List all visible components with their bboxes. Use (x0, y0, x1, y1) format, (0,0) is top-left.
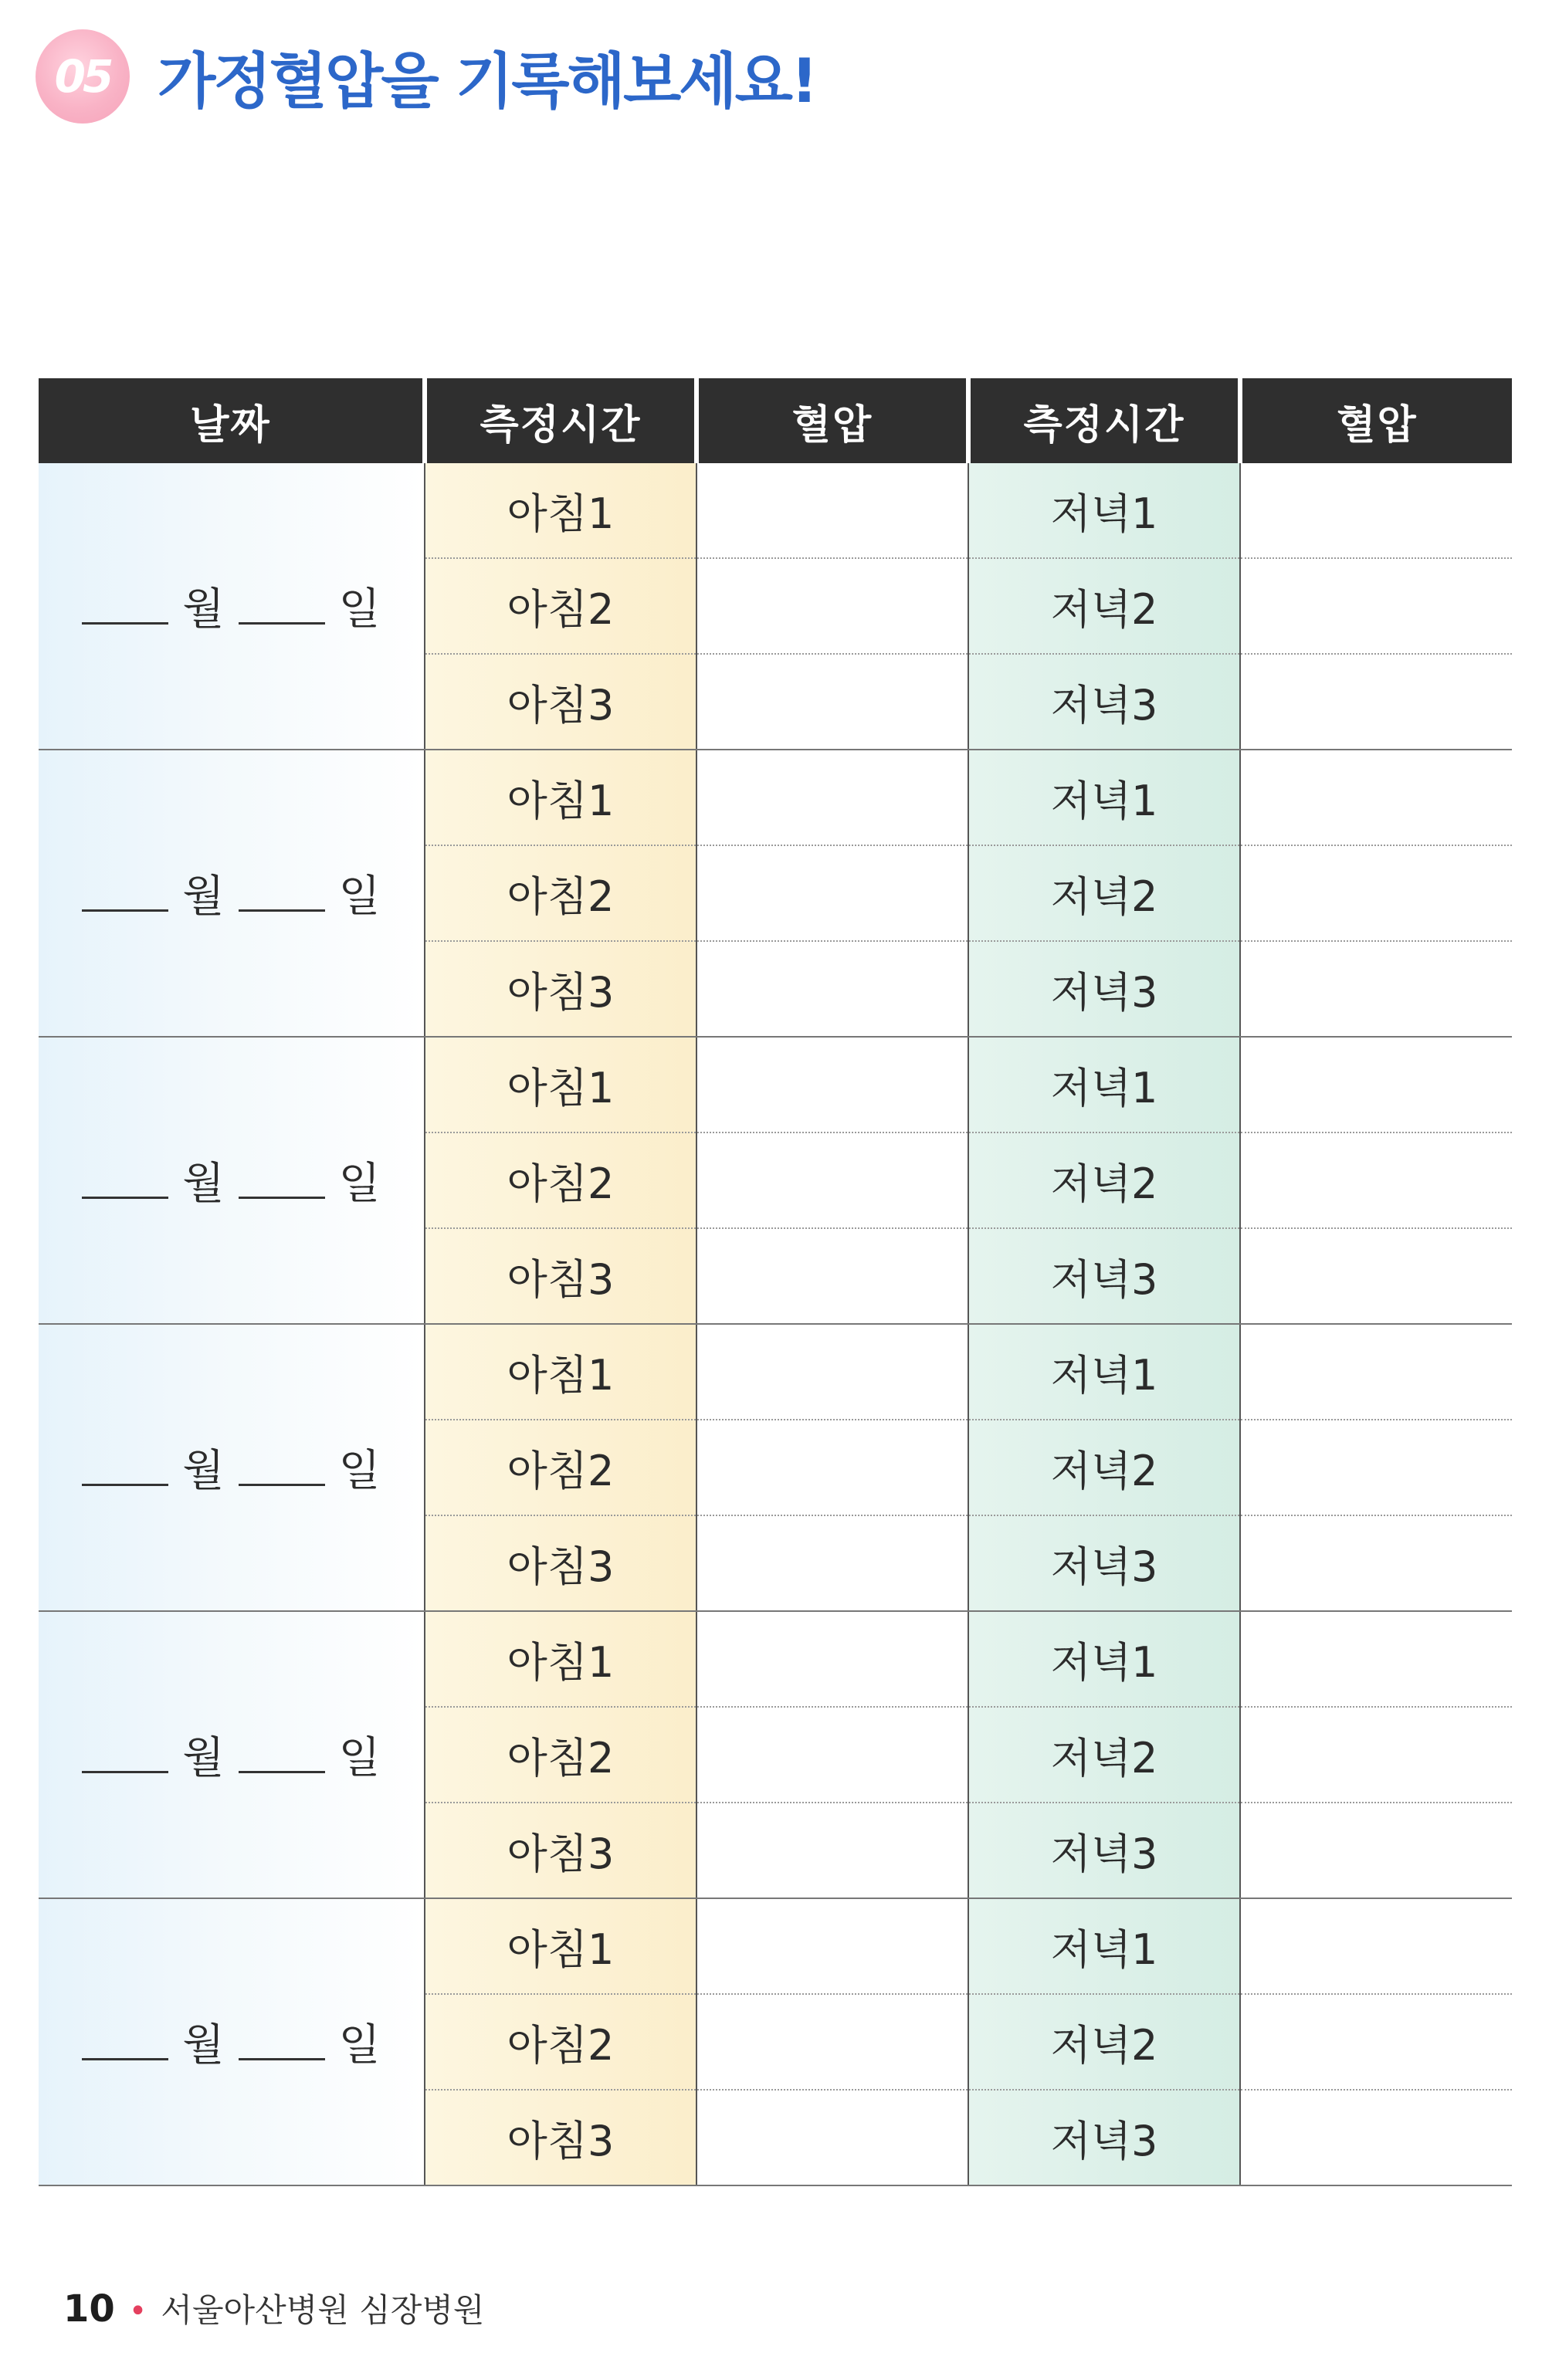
evening-time-cell: 저녁3 (968, 2090, 1240, 2185)
morning-time-cell: 아침3 (425, 1803, 696, 1898)
evening-time-cell: 저녁1 (968, 1611, 1240, 1707)
header-evening-time: 측정시간 (968, 378, 1240, 463)
month-label: 월 (182, 584, 225, 635)
month-blank-field[interactable] (82, 1450, 168, 1486)
morning-time-cell: 아침3 (425, 1515, 696, 1611)
morning-time-cell: 아침1 (425, 463, 696, 558)
morning-bp-cell[interactable] (696, 1515, 968, 1611)
date-entry (39, 575, 424, 637)
evening-bp-cell[interactable] (1240, 1324, 1512, 1420)
day-blank-field[interactable] (239, 2024, 325, 2060)
morning-bp-cell[interactable] (696, 1803, 968, 1898)
date-cell (39, 1611, 425, 1898)
header-date: 날짜 (39, 378, 425, 463)
evening-bp-cell[interactable] (1240, 654, 1512, 750)
evening-bp-cell[interactable] (1240, 941, 1512, 1037)
date-entry (39, 1149, 424, 1211)
evening-time-cell: 저녁3 (968, 1515, 1240, 1611)
morning-bp-cell[interactable] (696, 1994, 968, 2090)
month-blank-field[interactable] (82, 588, 168, 625)
evening-bp-cell[interactable] (1240, 750, 1512, 845)
morning-bp-cell[interactable] (696, 1324, 968, 1420)
evening-time-cell: 저녁3 (968, 654, 1240, 750)
evening-bp-cell[interactable] (1240, 1132, 1512, 1228)
section-number-badge: 05 (36, 29, 130, 124)
page-footer (63, 2285, 484, 2331)
morning-time-cell: 아침1 (425, 1324, 696, 1420)
evening-bp-cell[interactable] (1240, 1803, 1512, 1898)
header-evening-bp: 혈압 (1240, 378, 1512, 463)
evening-bp-cell[interactable] (1240, 2090, 1512, 2185)
morning-time-cell: 아침2 (425, 1994, 696, 2090)
table-row (39, 1898, 1512, 1994)
morning-time-cell: 아침3 (425, 1228, 696, 1324)
evening-bp-cell[interactable] (1240, 558, 1512, 654)
morning-time-cell: 아침1 (425, 1898, 696, 1994)
table-row (39, 1611, 1512, 1707)
day-label: 일 (338, 584, 381, 635)
month-blank-field[interactable] (82, 1737, 168, 1773)
month-blank-field[interactable] (82, 1163, 168, 1199)
morning-time-cell: 아침1 (425, 1037, 696, 1132)
evening-bp-cell[interactable] (1240, 1994, 1512, 2090)
page-title: 가정혈압을 기록해보세요! (158, 47, 816, 117)
morning-bp-cell[interactable] (696, 1037, 968, 1132)
evening-time-cell: 저녁1 (968, 1324, 1240, 1420)
month-label: 월 (182, 872, 225, 922)
blood-pressure-log (39, 378, 1510, 2186)
morning-bp-cell[interactable] (696, 654, 968, 750)
month-label: 월 (182, 1446, 225, 1496)
morning-time-cell: 아침2 (425, 1707, 696, 1803)
evening-time-cell: 저녁1 (968, 463, 1240, 558)
table-row (39, 463, 1512, 558)
evening-time-cell: 저녁3 (968, 1803, 1240, 1898)
morning-time-cell: 아침3 (425, 2090, 696, 2185)
date-entry (39, 1724, 424, 1786)
footer-hospital-name: 서울아산병원 심장병원 (161, 2291, 485, 2329)
morning-bp-cell[interactable] (696, 463, 968, 558)
month-label: 월 (182, 2020, 225, 2070)
morning-bp-cell[interactable] (696, 2090, 968, 2185)
evening-bp-cell[interactable] (1240, 1420, 1512, 1515)
header-morning-bp: 혈압 (696, 378, 968, 463)
morning-time-cell: 아침1 (425, 750, 696, 845)
morning-bp-cell[interactable] (696, 845, 968, 941)
morning-bp-cell[interactable] (696, 1228, 968, 1324)
morning-bp-cell[interactable] (696, 1898, 968, 1994)
day-blank-field[interactable] (239, 588, 325, 625)
morning-time-cell: 아침1 (425, 1611, 696, 1707)
date-entry (39, 1437, 424, 1498)
evening-time-cell: 저녁2 (968, 1420, 1240, 1515)
day-label: 일 (338, 1159, 381, 1209)
day-blank-field[interactable] (239, 1450, 325, 1486)
date-cell (39, 750, 425, 1037)
table-row (39, 750, 1512, 845)
evening-time-cell: 저녁2 (968, 1707, 1240, 1803)
date-cell (39, 1898, 425, 2185)
evening-time-cell: 저녁3 (968, 941, 1240, 1037)
evening-bp-cell[interactable] (1240, 1037, 1512, 1132)
day-label: 일 (338, 1733, 381, 1783)
date-cell (39, 463, 425, 750)
evening-time-cell: 저녁1 (968, 1898, 1240, 1994)
evening-bp-cell[interactable] (1240, 1228, 1512, 1324)
date-entry (39, 862, 424, 924)
evening-bp-cell[interactable] (1240, 1515, 1512, 1611)
evening-time-cell: 저녁3 (968, 1228, 1240, 1324)
evening-time-cell: 저녁2 (968, 845, 1240, 941)
date-cell (39, 1037, 425, 1324)
morning-bp-cell[interactable] (696, 1132, 968, 1228)
evening-bp-cell[interactable] (1240, 1611, 1512, 1707)
evening-time-cell: 저녁2 (968, 1132, 1240, 1228)
morning-time-cell: 아침2 (425, 845, 696, 941)
day-blank-field[interactable] (239, 875, 325, 912)
evening-bp-cell[interactable] (1240, 1707, 1512, 1803)
evening-time-cell: 저녁2 (968, 1994, 1240, 2090)
evening-time-cell: 저녁1 (968, 1037, 1240, 1132)
evening-bp-cell[interactable] (1240, 463, 1512, 558)
header-morning-time: 측정시간 (425, 378, 696, 463)
page-number: 10 (63, 2287, 115, 2331)
evening-bp-cell[interactable] (1240, 1898, 1512, 1994)
morning-time-cell: 아침3 (425, 654, 696, 750)
day-label: 일 (338, 872, 381, 922)
morning-bp-cell[interactable] (696, 941, 968, 1037)
month-blank-field[interactable] (82, 2024, 168, 2060)
day-blank-field[interactable] (239, 1163, 325, 1199)
morning-time-cell: 아침3 (425, 941, 696, 1037)
blood-pressure-table (39, 378, 1512, 2186)
morning-bp-cell[interactable] (696, 558, 968, 654)
table-row (39, 1324, 1512, 1420)
evening-bp-cell[interactable] (1240, 845, 1512, 941)
page-header (36, 26, 816, 127)
day-label: 일 (338, 1446, 381, 1496)
morning-time-cell: 아침2 (425, 1132, 696, 1228)
table-row (39, 1037, 1512, 1132)
date-entry (39, 2011, 424, 2073)
evening-time-cell: 저녁2 (968, 558, 1240, 654)
evening-time-cell: 저녁1 (968, 750, 1240, 845)
morning-bp-cell[interactable] (696, 750, 968, 845)
morning-time-cell: 아침2 (425, 1420, 696, 1515)
footer-separator: • (128, 2294, 147, 2329)
morning-time-cell: 아침2 (425, 558, 696, 654)
table-header-row (39, 378, 1512, 463)
morning-bp-cell[interactable] (696, 1420, 968, 1515)
morning-bp-cell[interactable] (696, 1611, 968, 1707)
month-label: 월 (182, 1733, 225, 1783)
day-label: 일 (338, 2020, 381, 2070)
month-label: 월 (182, 1159, 225, 1209)
month-blank-field[interactable] (82, 875, 168, 912)
morning-bp-cell[interactable] (696, 1707, 968, 1803)
date-cell (39, 1324, 425, 1611)
day-blank-field[interactable] (239, 1737, 325, 1773)
